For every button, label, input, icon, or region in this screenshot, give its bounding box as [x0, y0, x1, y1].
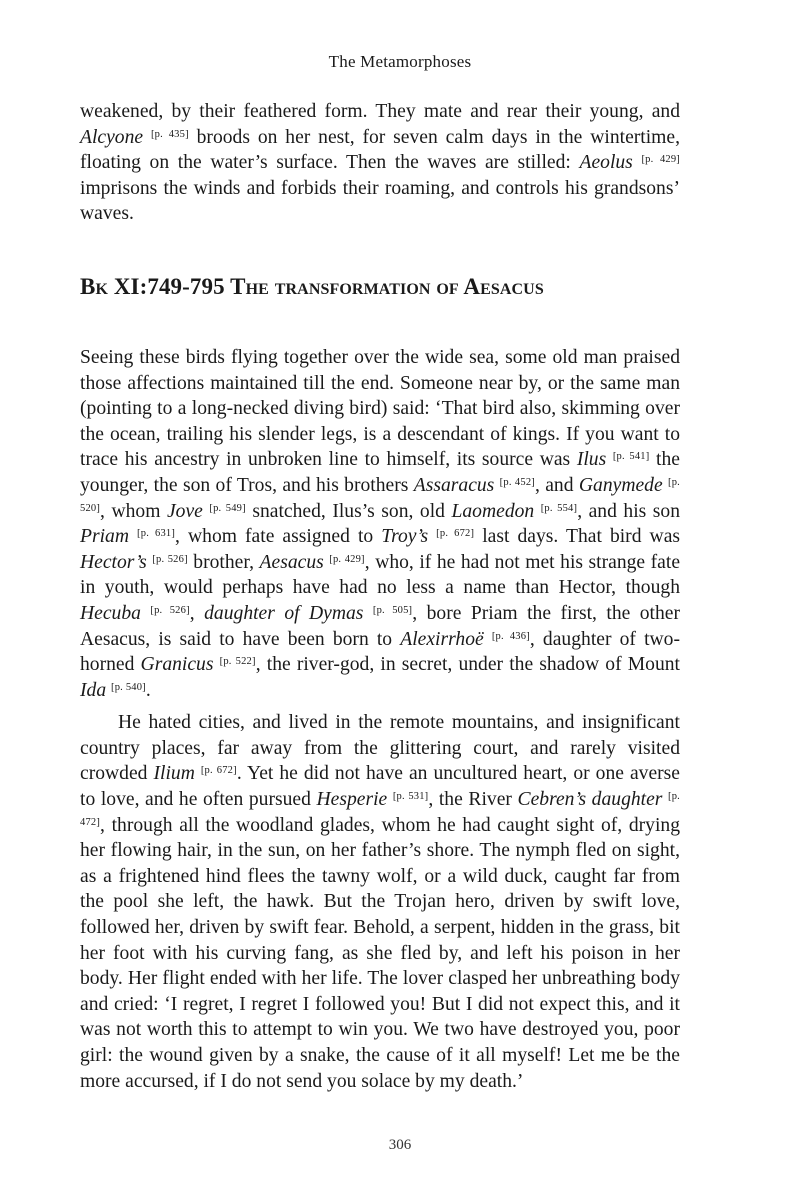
page-reference: [p. 429]	[329, 553, 365, 565]
italic-name: Ganymede	[578, 474, 663, 496]
italic-name: Aesacus	[259, 551, 324, 573]
page-reference: [p. 522]	[219, 656, 256, 668]
italic-name: daughter of Dymas	[204, 602, 364, 624]
page-reference: [p. 436]	[491, 630, 530, 642]
page-reference: [p. 435]	[150, 128, 189, 140]
paragraph: He hated cities, and lived in the remote mountains, and insignificant country places, far away from the glittering court, and rarely visited crowded Ilium [p. 672]. Yet he did not have an uncultured heart, or one averse to love, and he often pursued Hesperie [p. 531], the River Cebren’s daughter [p. 472], through all the woodland glades, whom he had caught sight of, drying her flowing hair, in the sun, on her father’s shore. The nymph fled on sight, as a frightened hind flees the tawny wolf, or a wild duck, caught far from the pool she left, the hawk. But the Trojan hero, driven by swift love, followed her, driven by swift fear. Behold, a serpent, hidden in the grass, bit her foot with his curving fang, as she fled by, and left his poison in her body. Her flight ended with her life. The lover clasped her unbreathing body and cried: ‘I regret, I regret I followed you! But I did not expect this, and it was not worth this to attempt to win you. We two have destroyed you, poor girl: the wound given by a snake, the cause of it all myself! Let me be the more accursed, if I do not send you solace by my death.’	[80, 712, 681, 1092]
running-head: The Metamorphoses	[328, 52, 472, 71]
page-reference: [p. 541]	[612, 451, 650, 463]
page-reference: [p. 631]	[137, 528, 176, 540]
page-reference: [p. 452]	[499, 476, 535, 488]
page-reference: [p. 429]	[641, 154, 680, 166]
page-reference: [p. 672]	[200, 765, 237, 777]
page-reference: [p. 531]	[392, 791, 429, 803]
page-reference: [p. 554]	[540, 502, 578, 514]
italic-name: Jove	[166, 500, 203, 522]
page-reference: [p. 526]	[150, 604, 190, 616]
page-reference: [p. 526]	[152, 553, 188, 565]
italic-name: Hector’s	[80, 551, 147, 573]
italic-name: Priam	[80, 526, 129, 548]
italic-name: Ida	[80, 679, 107, 701]
page-reference: [p. 472]	[80, 791, 681, 828]
page-reference: [p. 540]	[111, 681, 146, 693]
page-number: 306	[388, 1137, 412, 1153]
italic-name: Hesperie	[316, 789, 388, 811]
page-reference: [p. 505]	[372, 604, 413, 616]
page-reference: [p. 549]	[209, 502, 246, 514]
italic-name: Laomedon	[451, 500, 535, 522]
page-reference: [p. 672]	[436, 528, 475, 540]
italic-name: Alexirrhoë	[400, 628, 484, 650]
italic-name: Ilus	[576, 449, 607, 471]
page-reference: [p. 520]	[80, 476, 680, 514]
paragraph: Seeing these birds flying together over the wide sea, some old man praised those affections maintained till the end. Someone near by, or the same man (pointing to a long-necked diving bird) said: ‘That bird also, skimming over the ocean, trailing his slender legs, is a descendant of kings. If you want to trace his ancestry in unbroken line to himself, its source was Ilus [p. 541] the younger, the son of Tros, and his brothers Assaracus [p. 452], and Ganymede [p. 520], whom Jove [p. 549] snatched, Ilus’s son, old Laomedon [p. 554], and his son Priam [p. 631], whom fate assigned to Troy’s [p. 672] last days. That bird was Hector’s [p. 526] brother, Aesacus [p. 429], who, if he had not met his strange fate in youth, would perhaps have had no less a name than Hector, though Hecuba [p. 526], daughter of Dymas [p. 505], bore Priam the first, the other Aesacus, is said to have been born to Alexirrhoë [p. 436], daughter of two-horned Granicus [p. 522], the river-god, in secret, under the shadow of Mount Ida [p. 540].	[80, 346, 681, 701]
italic-name: Ilium	[153, 763, 195, 785]
italic-name: Alcyone	[80, 126, 144, 148]
page-body	[80, 99, 680, 1094]
italic-name: Aeolus	[579, 152, 633, 174]
paragraph: weakened, by their feathered form. They mate and rear their young, and Alcyone [p. 435] broods on her nest, for seven calm days in the wintertime, floating on the water’s surface. Then the waves are stilled: Aeolus [p. 429] imprisons the winds and forbids their roaming, and controls his grandsons’ waves.	[80, 101, 681, 225]
section-heading: Bk XI:749-795 The transformation of Aesacus	[80, 273, 544, 299]
italic-name: Cebren’s daughter	[517, 789, 663, 811]
italic-name: Assaracus	[413, 474, 495, 496]
italic-name: Troy’s	[381, 526, 429, 548]
italic-name: Hecuba	[80, 602, 141, 624]
italic-name: Granicus	[140, 654, 214, 676]
